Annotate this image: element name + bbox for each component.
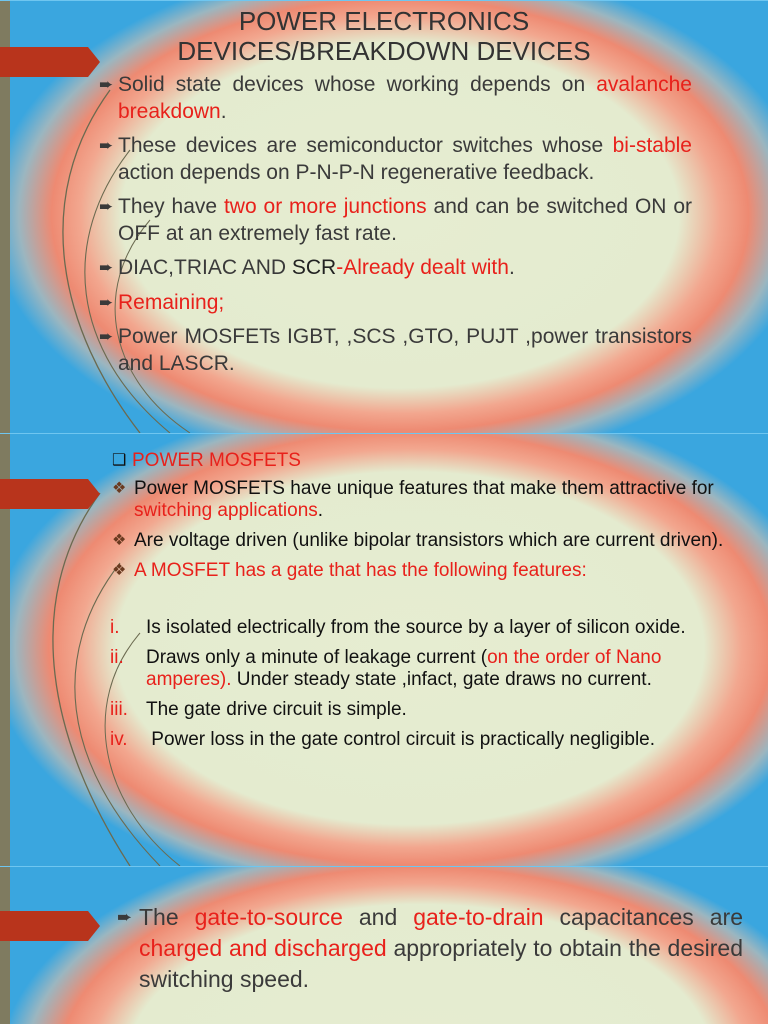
bullet-item: ❖ A MOSFET has a gate that has the following features: — [112, 560, 587, 581]
arrow-bullet-icon: ➨ — [99, 75, 114, 94]
bullet-item: ❖ Are voltage driven (unlike bipolar transistors which are current driven). — [112, 530, 724, 551]
slide-3 — [0, 866, 768, 1024]
numbered-item: iii. The gate drive circuit is simple. — [110, 699, 407, 720]
arrow-bullet-icon: ➨ — [117, 907, 133, 927]
slide-2 — [0, 433, 768, 866]
left-strip — [0, 866, 10, 1024]
bullet-item: ➨ They have two or more junctions and can be switched ON or OFF at an extremely fast rate. — [99, 194, 692, 247]
numbered-item: i. Is isolated electrically from the source by a layer of silicon oxide. — [110, 617, 686, 638]
bullet-item: ❖ Power MOSFETS have unique features that make them attractive for switching applications. — [112, 478, 714, 521]
slide-tab-arrow — [0, 479, 100, 509]
numbered-item: ii. Draws only a minute of leakage current (on the order of Nano amperes). Under steady state ,infact, gate draws no current. — [110, 647, 662, 690]
numbered-item: iv. Power loss in the gate control circuit is practically negligible. — [110, 729, 656, 750]
diamond-bullet-icon: ❖ — [112, 532, 127, 549]
bullet-item: ➨ Solid state devices whose working depends on avalanche breakdown. — [99, 72, 692, 125]
diamond-bullet-icon: ❖ — [112, 562, 127, 579]
bullet-item: ➨ Remaining; — [99, 290, 692, 317]
arrow-bullet-icon: ➨ — [99, 258, 114, 277]
bullet-item: ➨ Power MOSFETs IGBT, ,SCS ,GTO, PUJT ,power transistors and LASCR. — [99, 324, 692, 377]
slide-tab-arrow — [0, 911, 100, 941]
bullet-item: ➨ These devices are semiconductor switches whose bi-stable action depends on P-N-P-N regenerative feedback. — [99, 133, 692, 186]
arrow-bullet-icon: ➨ — [99, 292, 114, 312]
arrow-bullet-icon: ➨ — [99, 136, 114, 155]
bullet-item: ➨ DIAC,TRIAC AND SCR-Already dealt with. — [99, 255, 692, 282]
slide-1 — [0, 0, 768, 433]
section-heading: ❑ POWER MOSFETS — [112, 450, 301, 471]
diamond-bullet-icon: ❖ — [112, 480, 127, 497]
arrow-bullet-icon: ➨ — [99, 327, 114, 346]
bullet-item: ➨ The gate-to-source and gate-to-drain capacitances are charged and discharged appropriately to obtain the desired switching speed. — [117, 902, 743, 995]
arrow-bullet-icon: ➨ — [99, 197, 114, 216]
checkbox-bullet-icon: ❑ — [112, 452, 127, 469]
slide-title: POWER ELECTRONICS DEVICES/BREAKDOWN DEVICES — [177, 6, 591, 66]
